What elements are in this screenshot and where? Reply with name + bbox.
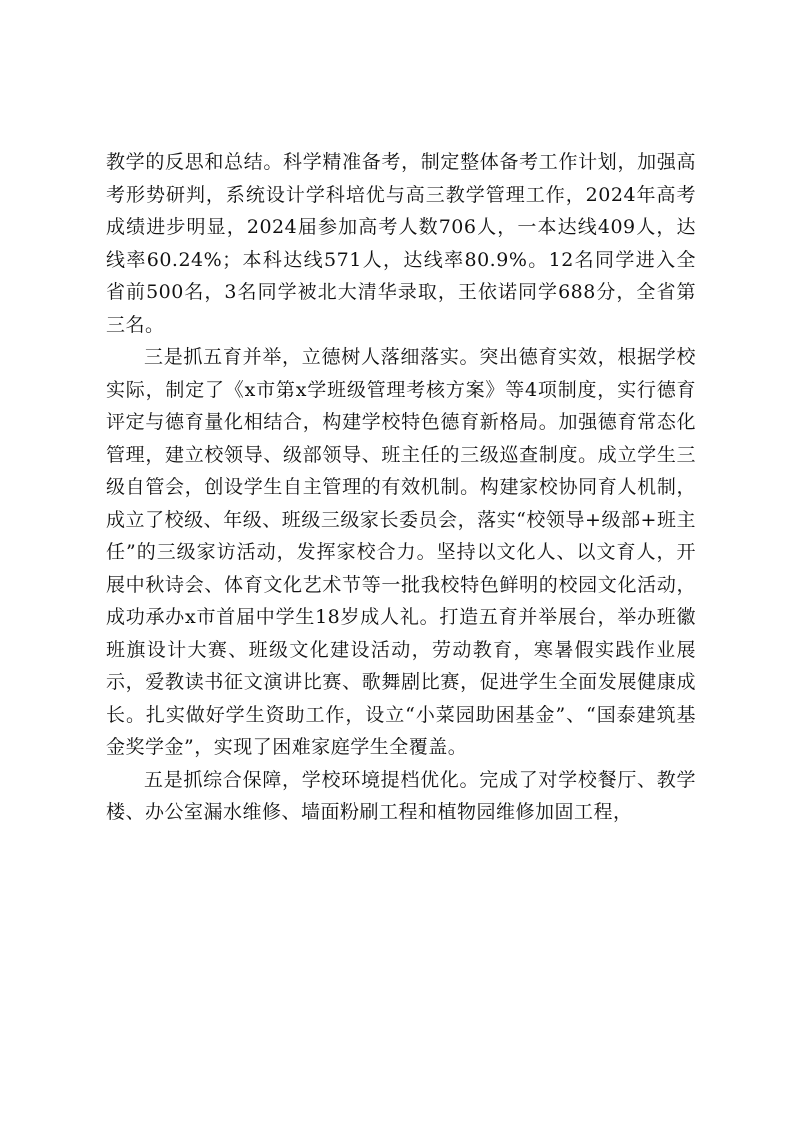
paragraph-campus-environment: 五是抓综合保障，学校环境提档优化。完成了对学校餐厅、教学楼、办公室漏水维修、墙面粉刷工程和植物园维修加固工程，: [106, 768, 696, 823]
document-body: [106, 146, 696, 829]
paragraph-exam-results: 教学的反思和总结。科学精准备考，制定整体备考工作计划，加强高考形势研判，系统设计学科培优与高三教学管理工作，2024年高考成绩进步明显，2024届参加高考人数706人，一本达线409人，达线率60.24%；本科达线571人，达线率80.9%。12名同学进入全省前500名，3名同学被北大清华录取，王依诺同学688分，全省第三名。: [106, 151, 696, 336]
paragraph-moral-education: 三是抓五育并举，立德树人落细落实。突出德育实效，根据学校实际，制定了《x市第x学班级管理考核方案》等4项制度，实行德育评定与德育量化相结合，构建学校特色德育新格局。加强德育常态化管理，建立校领导、级部领导、班主任的三级巡查制度。成立学生三级自管会，创设学生自主管理的有效机制。构建家校协同育人机制，成立了校级、年级、班级三级家长委员会，落实“校领导+级部+班主任”的三级家访活动，发挥家校合力。坚持以文化人、以文育人，开展中秋诗会、体育文化艺术节等一批我校特色鲜明的校园文化活动，成功承办x市首届中学生18岁成人礼。打造五育并举展台，举办班徽班旗设计大赛、班级文化建设活动，劳动教育，寒暑假实践作业展示，爱教读书征文演讲比赛、歌舞剧比赛，促进学生全面发展健康成长。扎实做好学生资助工作，设立“小菜园助困基金”、“国泰建筑基金奖学金”，实现了困难家庭学生全覆盖。: [106, 346, 696, 758]
